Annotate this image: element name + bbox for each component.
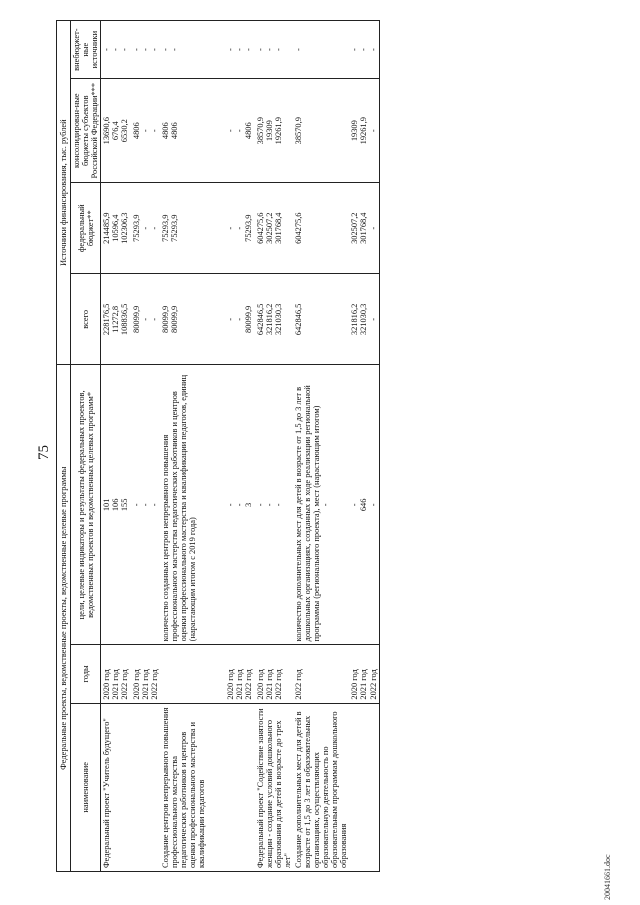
cell-line: 2022 год: [293, 669, 303, 700]
cell-line: 19261,9: [359, 117, 369, 145]
cell-line: -: [368, 317, 378, 321]
cell-line: -: [140, 129, 150, 133]
cell-line: -: [149, 226, 159, 230]
table-row: [349, 21, 379, 872]
row-years: [101, 645, 131, 703]
cell-line: -: [235, 317, 245, 321]
cell-line: 321030,3: [273, 303, 283, 336]
cell-line: -: [140, 503, 150, 507]
cell-line: 321816,2: [350, 303, 360, 336]
cell-line: 4806: [244, 122, 254, 140]
row-years: [225, 645, 254, 703]
cell-line: -: [368, 226, 378, 230]
cell-line: 2021 год: [235, 669, 245, 700]
indicator-values: [350, 368, 377, 641]
cell-line: 2022 год: [120, 669, 130, 700]
cell-line: -: [226, 317, 236, 321]
cell-line: -: [368, 129, 378, 133]
cell-line: -: [160, 48, 170, 52]
cell-line: 2021 год: [111, 669, 121, 700]
table-body: [101, 21, 379, 872]
row-indicator: [101, 365, 131, 645]
row-regional: [160, 79, 226, 183]
cell-line: -: [321, 503, 331, 507]
cell-line: -: [359, 48, 369, 52]
row-total: [293, 274, 349, 365]
cell-line: 19309: [264, 120, 274, 142]
header-total: всего: [71, 274, 101, 365]
row-indicator: [349, 365, 379, 645]
indicator-values: [256, 368, 283, 641]
cell-line: -: [149, 503, 159, 507]
cell-line: -: [226, 503, 236, 507]
cell-line: 75293,9: [131, 214, 141, 242]
row-federal: [293, 183, 349, 274]
cell-line: 646: [359, 498, 369, 512]
table-row: [101, 21, 131, 872]
cell-line: 301768,4: [273, 212, 283, 244]
cell-line: -: [149, 129, 159, 133]
row-name: Создание дополнительных мест для детей в возрасте от 1,5 до 3 лет в образовательных организациях, осуществляющих образовательную деятельность по образовательным программам дошкольного образования: [293, 703, 349, 871]
row-federal: [225, 183, 254, 274]
row-total: [225, 274, 254, 365]
cell-line: 4806: [169, 122, 179, 140]
cell-line: 80099,9: [244, 305, 254, 333]
cell-line: -: [255, 503, 265, 507]
cell-line: [179, 186, 188, 270]
cell-line: 75293,9: [169, 214, 179, 242]
table-row: [225, 21, 254, 872]
row-indicator: [160, 365, 226, 645]
cell-line: -: [102, 48, 112, 52]
cell-line: [197, 368, 206, 641]
cell-line: 19309: [350, 120, 360, 142]
cell-line: -: [226, 129, 236, 133]
cell-line: 228176,5: [102, 303, 112, 336]
row-extra: [131, 21, 160, 79]
cell-line: -: [149, 317, 159, 321]
header-projects-group: Федеральные проекты, ведомственные проекты, ведомственные целевые программы: [57, 365, 71, 872]
cell-line: 10596,4: [111, 214, 121, 242]
cell-line: -: [140, 48, 150, 52]
cell-line: -: [255, 48, 265, 52]
cell-line: -: [273, 503, 283, 507]
cell-line: -: [368, 503, 378, 507]
row-regional: [101, 79, 131, 183]
cell-line: 155: [120, 498, 130, 512]
cell-line: -: [226, 226, 236, 230]
cell-line: -: [149, 48, 159, 52]
cell-line: -: [350, 503, 360, 507]
row-extra: [101, 21, 131, 79]
cell-line: 102306,3: [120, 212, 130, 244]
table-row: [293, 21, 349, 872]
row-total: [349, 274, 379, 365]
cell-line: 2021 год: [359, 669, 369, 700]
cell-line: 80099,9: [169, 305, 179, 333]
row-extra: [349, 21, 379, 79]
cell-line: 676,4: [111, 121, 121, 141]
cell-line: [179, 82, 188, 179]
cell-line: 302507,2: [264, 212, 274, 244]
cell-line: -: [273, 48, 283, 52]
row-total: [131, 274, 160, 365]
header-financing-group: Источники финансирования, тыс. рублей: [57, 21, 71, 365]
row-regional: [293, 79, 349, 183]
cell-line: [215, 368, 224, 641]
cell-line: -: [235, 503, 245, 507]
cell-line: 6530,2: [120, 119, 130, 143]
cell-line: 13690,6: [102, 117, 112, 145]
cell-line: 11272,8: [111, 305, 121, 333]
header-name: наименование: [71, 703, 101, 871]
cell-line: -: [226, 48, 236, 52]
row-federal: [349, 183, 379, 274]
row-indicator: [225, 365, 254, 645]
cell-line: 2022 год: [244, 669, 254, 700]
row-regional: [225, 79, 254, 183]
cell-line: 301768,4: [359, 212, 369, 244]
cell-line: [206, 368, 215, 641]
cell-line: 2020 год: [255, 669, 265, 700]
cell-line: 642846,5: [255, 303, 265, 336]
cell-line: -: [264, 48, 274, 52]
cell-line: 80099,9: [160, 305, 170, 333]
cell-line: [170, 648, 179, 699]
row-name: [225, 703, 254, 871]
row-total: [255, 274, 293, 365]
indicator-values: [321, 368, 330, 641]
cell-line: 38570,9: [293, 117, 303, 145]
cell-line: 302507,2: [350, 212, 360, 244]
header-years: годы: [71, 645, 101, 703]
cell-line: -: [131, 503, 141, 507]
row-federal: [255, 183, 293, 274]
cell-line: 2020 год: [102, 669, 112, 700]
cell-line: 214485,9: [102, 212, 112, 244]
header-regional-budget: консолидирован-ные бюджеты субъектов Российской Федерации***: [71, 79, 101, 183]
row-indicator: [293, 365, 349, 645]
table-header: [57, 21, 101, 872]
header-extrabudgetary: внебюджет-ные источники: [71, 21, 101, 79]
row-regional: [255, 79, 293, 183]
cell-line: 2021 год: [140, 669, 150, 700]
cell-line: 75293,9: [160, 214, 170, 242]
indicator-values: [132, 368, 159, 641]
cell-line: -: [264, 503, 274, 507]
row-name: Федеральный проект "Учитель будущего": [101, 703, 131, 871]
cell-line: -: [169, 48, 179, 52]
cell-line: [179, 648, 188, 699]
cell-line: -: [368, 48, 378, 52]
projects-table: [56, 20, 380, 872]
cell-line: 604275,6: [255, 212, 265, 244]
cell-line: -: [235, 129, 245, 133]
cell-line: 2020 год: [350, 669, 360, 700]
cell-line: [179, 277, 188, 361]
cell-line: 321816,2: [264, 303, 274, 336]
cell-line: -: [111, 48, 121, 52]
row-indicator: [131, 365, 160, 645]
indicator-values: [226, 368, 253, 641]
table-row: [131, 21, 160, 872]
row-years: [131, 645, 160, 703]
cell-line: 106: [111, 498, 121, 512]
row-years: [293, 645, 349, 703]
cell-line: -: [235, 226, 245, 230]
row-extra: [293, 21, 349, 79]
document-footer: 20041661.doc: [603, 854, 612, 900]
table-row: [160, 21, 226, 872]
cell-line: 2020 год: [226, 669, 236, 700]
row-federal: [101, 183, 131, 274]
cell-line: 2021 год: [264, 669, 274, 700]
cell-line: 2020 год: [131, 669, 141, 700]
cell-line: -: [350, 48, 360, 52]
cell-line: -: [131, 48, 141, 52]
cell-line: 642846,5: [293, 303, 303, 336]
cell-line: 108836,5: [120, 303, 130, 336]
row-indicator: [255, 365, 293, 645]
row-federal: [131, 183, 160, 274]
cell-line: -: [293, 48, 303, 52]
page-number: 75: [36, 445, 52, 460]
row-regional: [131, 79, 160, 183]
table-row: [255, 21, 293, 872]
cell-line: -: [235, 48, 245, 52]
cell-line: 2022 год: [368, 669, 378, 700]
cell-line: 38570,9: [255, 117, 265, 145]
cell-line: -: [140, 317, 150, 321]
row-name: Федеральный проект "Содействие занятости женщин - создание условий дошкольного образования для детей в возрасте до трех лет": [255, 703, 293, 871]
header-federal-budget: федеральный бюджет**: [71, 183, 101, 274]
cell-line: -: [120, 48, 130, 52]
cell-line: 4806: [160, 122, 170, 140]
row-regional: [349, 79, 379, 183]
header-indicators: цели, целевые индикаторы и результаты федеральных проектов, ведомственных проектов и ведомственных целевых программ*: [71, 365, 101, 645]
cell-line: -: [244, 48, 254, 52]
indicator-values: [102, 368, 129, 641]
indicator-text: количество дополнительных мест для детей в возрасте от 1,5 до 3 лет в дошкольных организациях, созданных в ходе реализации региональной программы (регионального проекта), мест (нарастающим итогом): [293, 385, 322, 642]
row-name: [131, 703, 160, 871]
cell-line: 3: [244, 502, 254, 507]
cell-line: 80099,9: [131, 305, 141, 333]
row-name: [349, 703, 379, 871]
row-years: [160, 645, 226, 703]
cell-line: 4806: [131, 122, 141, 140]
row-total: [160, 274, 226, 365]
row-years: [349, 645, 379, 703]
row-extra: [160, 21, 226, 79]
indicator-text: количество созданных центров непрерывного повышения профессионального мастерства педагогических работников и центров оценки профессионального мастерства и квалификации педагогов, единиц (нарастающим итогом с 2019 года): [160, 374, 198, 642]
cell-line: [161, 648, 170, 699]
cell-line: 2022 год: [149, 669, 159, 700]
cell-line: 101: [102, 498, 112, 512]
cell-line: 321030,3: [359, 303, 369, 336]
row-total: [101, 274, 131, 365]
row-name: Создание центров непрерывного повышения профессионального мастерства педагогических работников и центров оценки профессионального мастерства и квалификации педагогов: [160, 703, 226, 871]
indicator-values: [197, 368, 224, 641]
row-years: [255, 645, 293, 703]
row-federal: [160, 183, 226, 274]
cell-line: -: [140, 226, 150, 230]
row-extra: [255, 21, 293, 79]
cell-line: 19261,9: [273, 117, 283, 145]
row-extra: [225, 21, 254, 79]
cell-line: 75293,9: [244, 214, 254, 242]
cell-line: 2022 год: [273, 669, 283, 700]
cell-line: [179, 24, 188, 75]
cell-line: 604275,6: [293, 212, 303, 244]
